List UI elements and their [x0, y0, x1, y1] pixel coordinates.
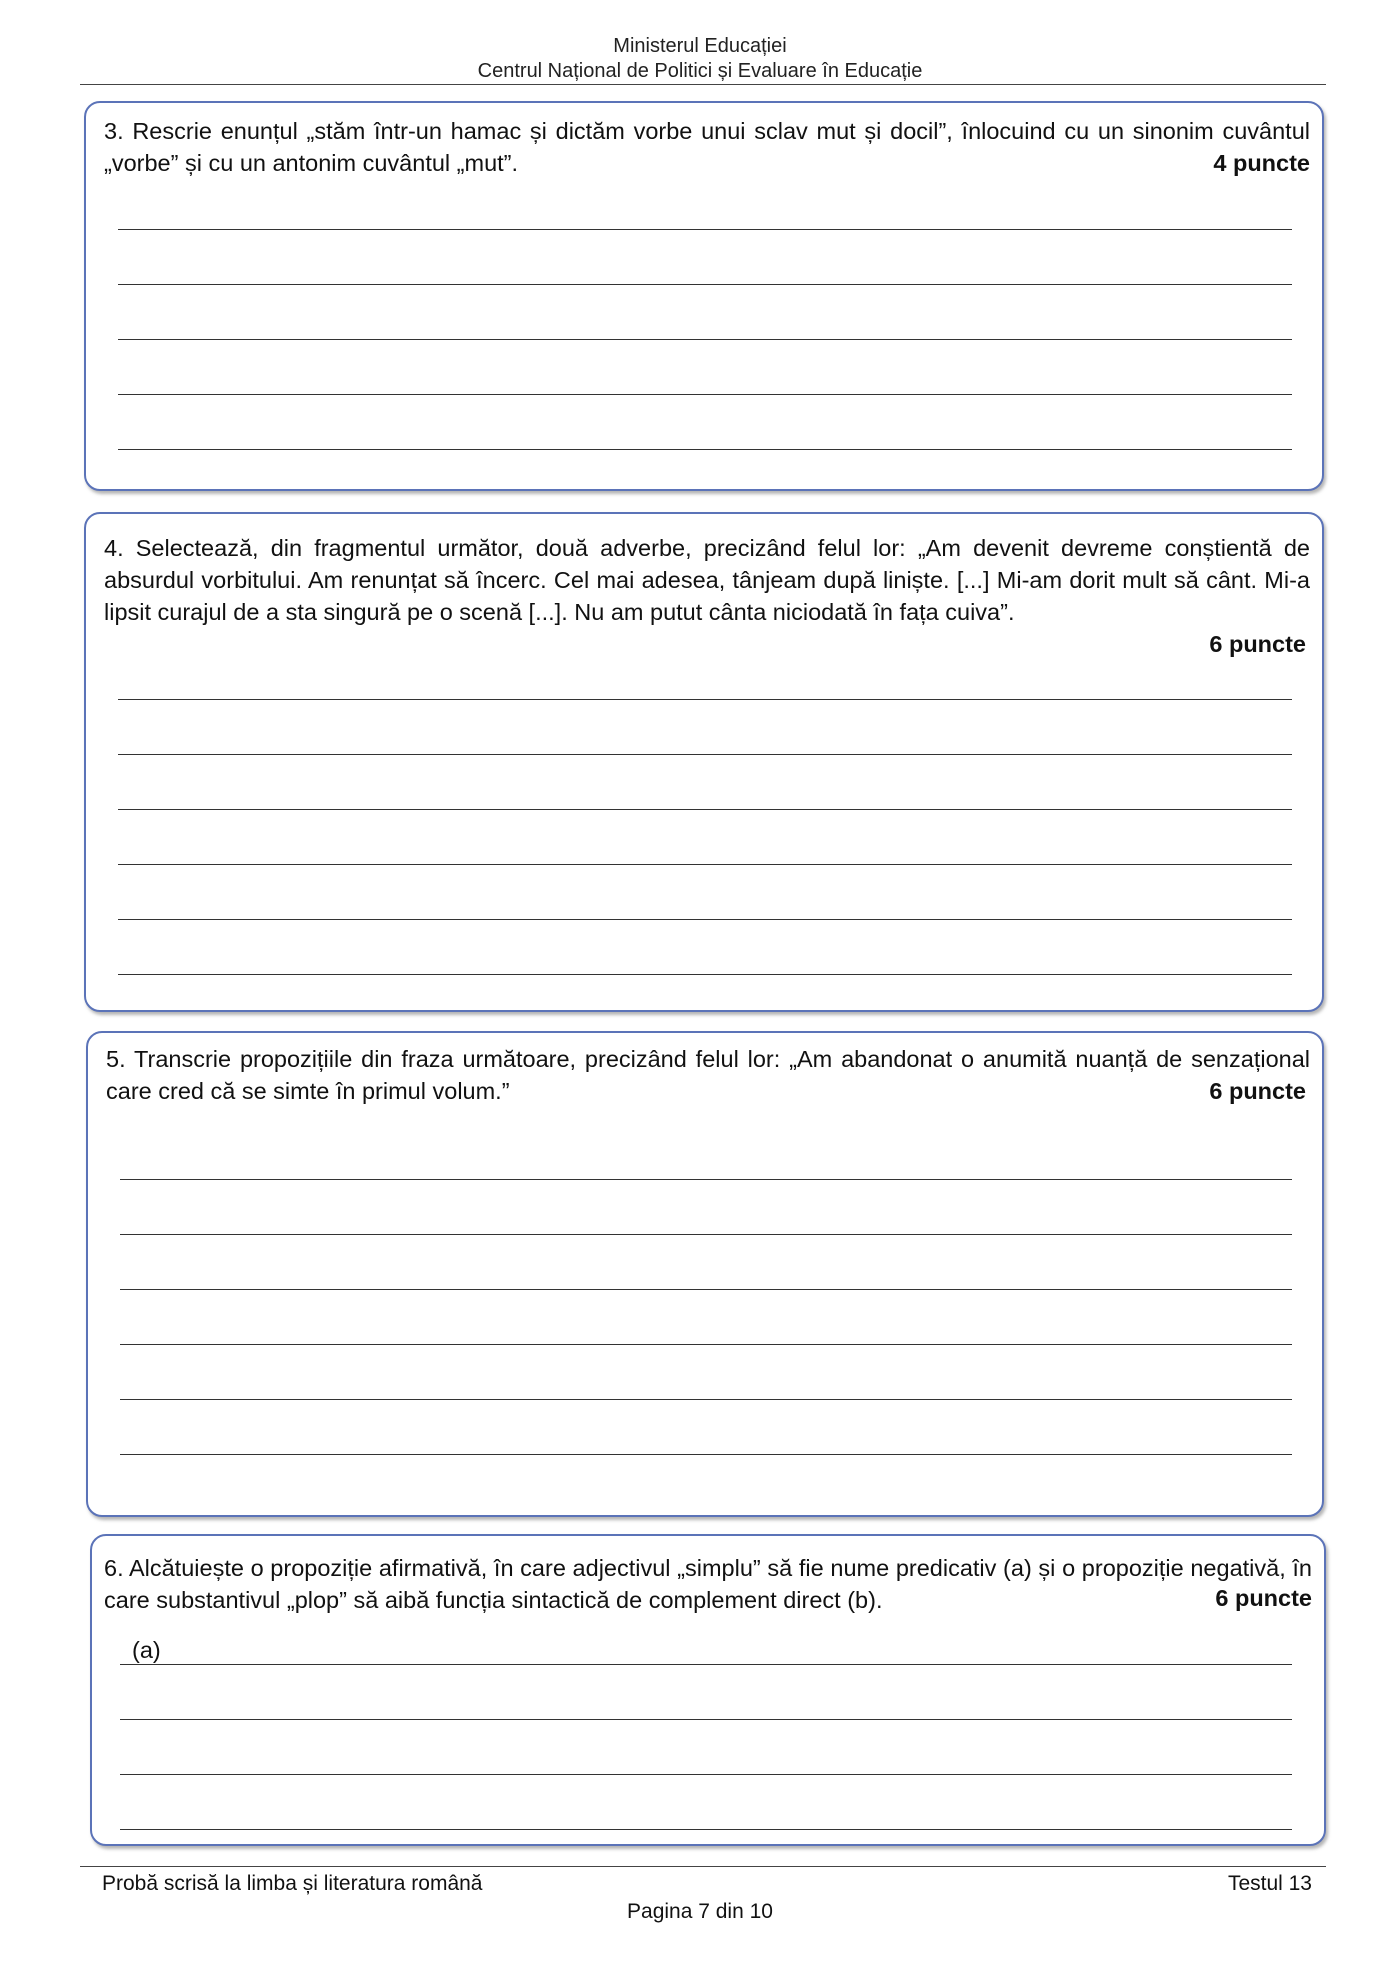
- header-divider: [80, 84, 1326, 85]
- question-6-points: 6 puncte: [1215, 1585, 1312, 1611]
- answer-line[interactable]: [118, 449, 1292, 450]
- answer-line[interactable]: [120, 1399, 1292, 1400]
- footer-divider: [80, 1866, 1326, 1867]
- question-6-box: [90, 1534, 1326, 1846]
- answer-line[interactable]: [120, 1234, 1292, 1235]
- exam-name: Probă scrisă la limba și literatura română: [102, 1872, 483, 1895]
- answer-line[interactable]: [120, 1774, 1292, 1775]
- answer-a-label: (a): [132, 1637, 161, 1663]
- answer-line[interactable]: [120, 1179, 1292, 1180]
- page-header: [0, 34, 1400, 84]
- question-3-text: 3. Rescrie enunțul „stăm într-un hamac și dictăm vorbe unui sclav mut și docil”, înlocuind cu un sinonim cuvântul „vorbe” și cu un antonim cuvântul „mut”.: [104, 118, 1310, 176]
- question-5-text: 5. Transcrie propozițiile din fraza următoare, precizând felul lor: „Am abandonat o anumită nuanță de senzațional care cred că se simte în primul volum.”: [106, 1046, 1310, 1104]
- answer-line[interactable]: [118, 394, 1292, 395]
- test-number: Testul 13: [1227, 1872, 1312, 1895]
- question-3-box: [84, 101, 1324, 491]
- question-5-box: [86, 1031, 1324, 1517]
- question-6-text: 6. Alcătuiește o propoziție afirmativă, în care adjectivul „simplu” să fie nume predicativ (a) și o propoziție negativă, în care substantivul „plop” să aibă funcția sintactică de complement direct (b).: [104, 1555, 1312, 1613]
- answer-line[interactable]: [118, 284, 1292, 285]
- answer-line[interactable]: [118, 974, 1292, 975]
- question-4-points: 6 puncte: [1209, 631, 1306, 657]
- page-number: Pagina 7 din 10: [627, 1900, 773, 1923]
- question-5-points: 6 puncte: [1209, 1078, 1306, 1104]
- answer-line[interactable]: [118, 864, 1292, 865]
- answer-line[interactable]: [118, 229, 1292, 230]
- answer-line[interactable]: [118, 699, 1292, 700]
- center-name: Centrul Național de Politici și Evaluare în Educație: [477, 60, 923, 82]
- answer-line[interactable]: [120, 1719, 1292, 1720]
- answer-line[interactable]: [120, 1829, 1292, 1830]
- answer-line[interactable]: [120, 1289, 1292, 1290]
- answer-line[interactable]: [120, 1664, 1292, 1665]
- answer-line[interactable]: [118, 809, 1292, 810]
- answer-line[interactable]: [118, 919, 1292, 920]
- question-4-box: [84, 512, 1324, 1012]
- answer-line[interactable]: [120, 1454, 1292, 1455]
- question-3-points: 4 puncte: [1213, 150, 1310, 176]
- question-4-text: 4. Selectează, din fragmentul următor, două adverbe, precizând felul lor: „Am devenit devreme conștientă de absurdul vorbitului. Am renunțat să încerc. Cel mai adesea, tânjeam după liniște. [...] Mi-am dorit mult să cânt. Mi-a lipsit curajul de a sta singură pe o scenă [...]. Nu am putut cânta niciodată în fața cuiva”.: [104, 535, 1310, 625]
- answer-line[interactable]: [118, 754, 1292, 755]
- answer-line[interactable]: [118, 339, 1292, 340]
- answer-line[interactable]: [120, 1344, 1292, 1345]
- ministry-name: Ministerul Educației: [613, 35, 787, 57]
